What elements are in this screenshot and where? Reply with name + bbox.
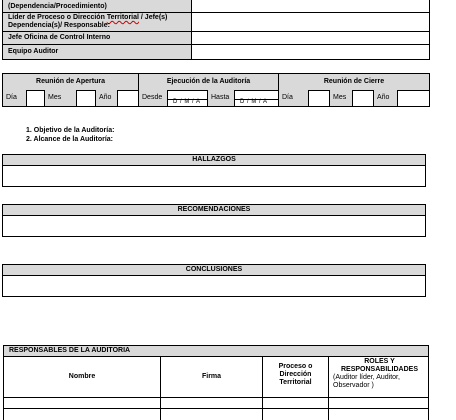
row-divider bbox=[160, 408, 161, 420]
conclusions-section bbox=[2, 264, 426, 297]
process-label: (Dependencia/Procedimiento) bbox=[3, 0, 191, 12]
leader-label-line2: Dependencia(s)/ Responsable: bbox=[8, 22, 110, 29]
process-value[interactable] bbox=[191, 0, 429, 12]
recommendations-title: RECOMENDACIONES bbox=[3, 205, 425, 216]
leader-row bbox=[3, 13, 429, 32]
col-signature-header: Firma bbox=[160, 357, 262, 397]
to-date-format: D / M / A bbox=[240, 99, 268, 105]
leader-label-part2: / Jefe(s) bbox=[138, 14, 168, 21]
closing-month-label: Mes bbox=[329, 90, 352, 106]
closing-year-value[interactable] bbox=[397, 90, 429, 106]
table-row[interactable] bbox=[4, 408, 428, 420]
col-process-header bbox=[262, 357, 328, 397]
col-roles-line3: (Auditor líder, Auditor, bbox=[333, 374, 400, 381]
execution-header: Ejecución de la Auditoría bbox=[138, 74, 278, 90]
objective-item: 1. Objetivo de la Auditoría: bbox=[26, 127, 115, 134]
closing-day-label: Día bbox=[278, 90, 308, 106]
responsables-title: RESPONSABLES DE LA AUDITORIA bbox=[4, 346, 428, 357]
control-chief-label: Jefe Oficina de Control Interno bbox=[3, 32, 191, 44]
leader-label-flagged: Territorial bbox=[106, 14, 139, 21]
leader-label bbox=[3, 13, 191, 31]
control-chief-row bbox=[3, 32, 429, 45]
row-divider bbox=[160, 397, 161, 408]
from-date-format: D / M / A bbox=[173, 99, 201, 105]
col-process-line2: Dirección bbox=[279, 371, 312, 378]
closing-month-value[interactable] bbox=[352, 90, 373, 106]
leader-label-part1: Líder de Proceso o Dirección bbox=[8, 14, 107, 21]
col-roles-line4: Observador ) bbox=[333, 382, 374, 389]
to-label: Hasta bbox=[207, 90, 234, 106]
recommendations-section bbox=[2, 204, 426, 237]
row-divider bbox=[262, 397, 263, 408]
scope-item: 2. Alcance de la Auditoría: bbox=[26, 136, 114, 143]
opening-day-value[interactable] bbox=[26, 90, 44, 106]
col-roles-line2: RESPONSABILIDADES bbox=[340, 366, 418, 373]
control-chief-value[interactable] bbox=[191, 32, 429, 44]
opening-day-label: Día bbox=[3, 90, 26, 106]
conclusions-title: CONCLUSIONES bbox=[3, 265, 425, 276]
meetings-table bbox=[2, 73, 430, 107]
row-divider bbox=[328, 408, 329, 420]
responsables-table bbox=[3, 345, 429, 420]
row-divider bbox=[328, 397, 329, 408]
col-divider bbox=[160, 357, 161, 397]
leader-value[interactable] bbox=[191, 13, 429, 31]
row-divider bbox=[262, 408, 263, 420]
from-label: Desde bbox=[138, 90, 167, 106]
col-roles-line1: ROLES Y bbox=[364, 358, 395, 365]
process-row bbox=[3, 0, 429, 13]
closing-meeting-header: Reunión de Cierre bbox=[278, 74, 429, 90]
audit-team-value[interactable] bbox=[191, 45, 429, 59]
audit-team-label: Equipo Auditor bbox=[3, 45, 191, 59]
col-process-line3: Territorial bbox=[279, 379, 312, 386]
opening-year-label: Año bbox=[95, 90, 117, 106]
findings-title: HALLAZGOS bbox=[3, 155, 425, 166]
recommendations-content[interactable] bbox=[3, 216, 425, 236]
findings-content[interactable] bbox=[3, 166, 425, 186]
opening-month-label: Mes bbox=[44, 90, 76, 106]
audit-team-row bbox=[3, 45, 429, 59]
conclusions-content[interactable] bbox=[3, 276, 425, 296]
col-process-line1: Proceso o bbox=[278, 363, 313, 370]
closing-day-value[interactable] bbox=[308, 90, 329, 106]
opening-year-value[interactable] bbox=[117, 90, 138, 106]
col-roles-header bbox=[328, 357, 430, 397]
findings-section bbox=[2, 154, 426, 187]
closing-year-label: Año bbox=[373, 90, 397, 106]
opening-month-value[interactable] bbox=[76, 90, 95, 106]
col-name-header: Nombre bbox=[68, 373, 96, 380]
opening-meeting-header: Reunión de Apertura bbox=[3, 74, 138, 90]
audit-header-table bbox=[2, 0, 430, 60]
table-row[interactable] bbox=[4, 397, 428, 408]
